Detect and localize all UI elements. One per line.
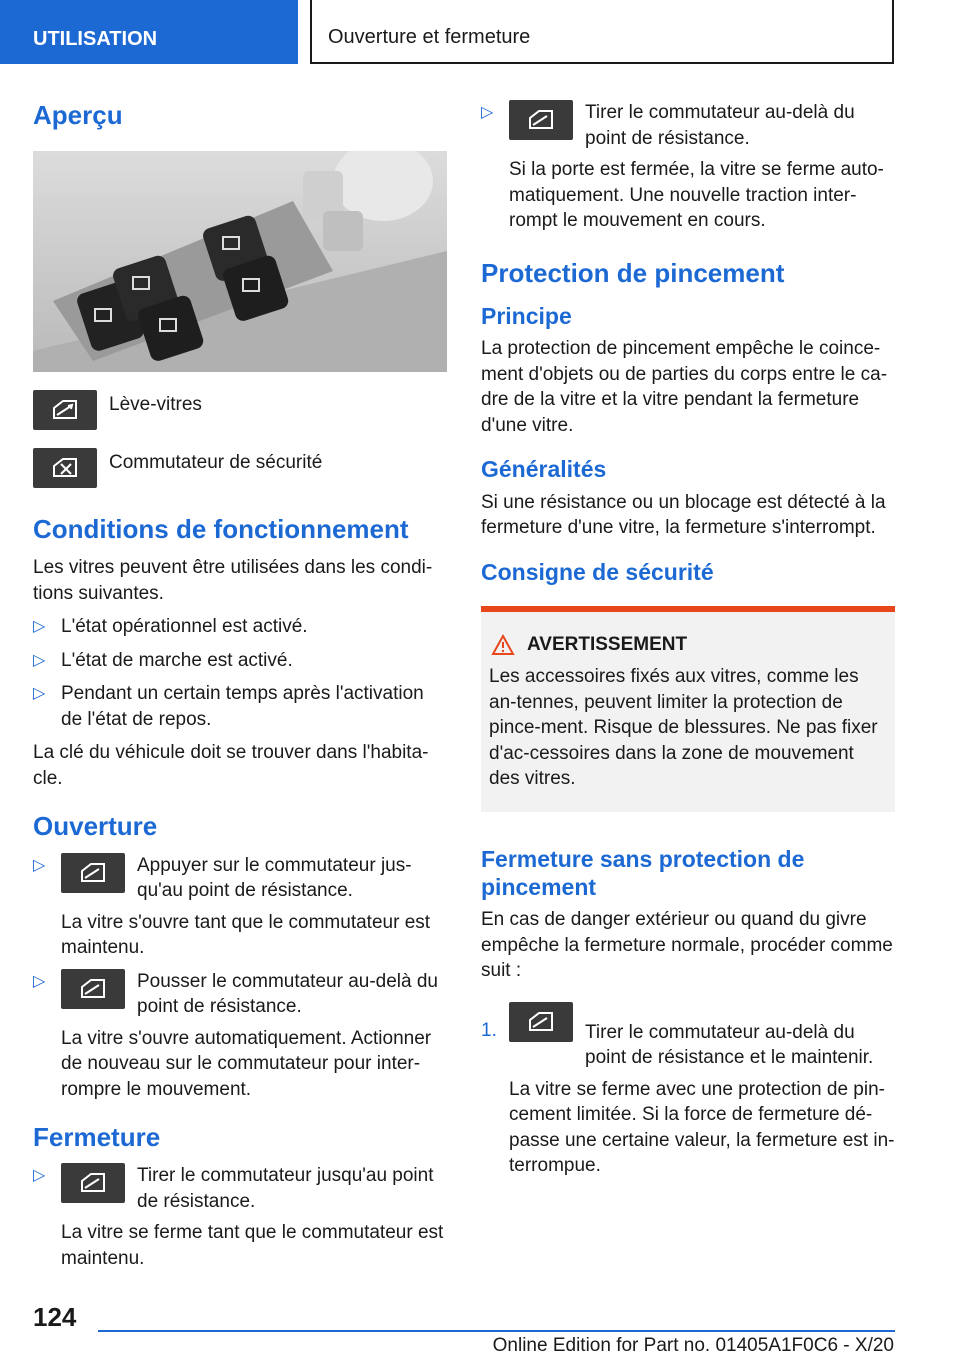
window-lift-switch-icon <box>509 1002 573 1042</box>
overview-heading: Aperçu <box>33 100 123 130</box>
left-column <box>33 100 447 1279</box>
section-title: UTILISATION <box>33 28 158 50</box>
door-panel-illustration <box>33 151 447 372</box>
list-item: ▷ Pousser le commutateur au-delà du point de résistance. La vitre s'ouvre automatiquement. Actionner de nouveau sur le commutateur pour inter-rompre le mouvement. <box>33 969 447 1103</box>
step-result: La vitre s'ouvre tant que le commutateur est maintenu. <box>61 911 431 959</box>
window-lift-switch-icon <box>33 390 97 430</box>
general-text: Si une résistance ou un blocage est détecté à la fermeture d'une vitre, la fermeture s'interrompt. <box>481 491 886 539</box>
opening-steps <box>33 853 447 1103</box>
chapter-title: Ouverture et fermeture <box>328 26 531 48</box>
footer-divider <box>98 1330 895 1332</box>
triangle-bullet-icon: ▷ <box>33 972 46 990</box>
list-item: ▷ Tirer le commutateur au-delà du point de résistance. Si la porte est fermée, la vitre se ferme auto-matiquement. Une nouvelle traction inter-rompt le mouvement en cours. <box>481 100 895 234</box>
nopinch-intro: En cas de danger extérieur ou quand du givre empêche la fermeture normale, procéder comme suit : <box>481 909 893 982</box>
right-column <box>481 100 895 1179</box>
window-lift-switch-icon <box>61 969 125 1009</box>
step-result: La vitre se ferme avec une protection de pin-cement limitée. Si la force de fermeture dé-passe une certaine valeur, la fermeture est in-terrompue. <box>509 1078 895 1177</box>
conditions-list <box>33 614 447 732</box>
numbered-step: 1. Tirer le commutateur au-delà du point de résistance et le maintenir. La vitre se ferme avec une protection de pin-cement limitée. Si la force de fermeture dé-passe une certaine valeur, la fermeture est in-terrompue. <box>481 1002 895 1179</box>
triangle-bullet-icon: ▷ <box>33 685 46 703</box>
triangle-bullet-icon: ▷ <box>33 856 46 874</box>
principle-text: La protection de pincement empêche le coince-ment d'objets ou de parties du corps entre le ca-dre de la vitre et la vitre pendant la fermeture d'une vitre. <box>481 338 888 436</box>
conditions-note: La clé du véhicule doit se trouver dans l'habita-cle. <box>33 742 429 789</box>
list-item: ▷ L'état opérationnel est activé. <box>33 614 447 640</box>
legend-label: Lève-vitres <box>109 394 202 416</box>
legend-safety-switch <box>33 448 447 488</box>
safety-heading: Consigne de sécurité <box>481 558 714 585</box>
triangle-bullet-icon: ▷ <box>481 104 494 121</box>
legend-label: Commutateur de sécurité <box>109 452 323 474</box>
pinch-heading: Protection de pincement <box>481 257 785 288</box>
warning-text: Les accessoires fixés aux vitres, comme les an-tennes, peuvent limiter la protection de pince-ment. Risque de blessures. Ne pas fixer d'ac-cessoires dans la zone de mouvement des vitres. <box>489 666 878 790</box>
conditions-intro: Les vitres peuvent être utilisées dans les condi-tions suivantes. <box>33 557 433 604</box>
nopinch-heading: Fermeture sans protection de pincement <box>481 845 805 900</box>
opening-heading: Ouverture <box>33 811 158 842</box>
step-number: 1. <box>481 1019 497 1041</box>
step-result: La vitre se ferme tant que le commutateur est maintenu. <box>61 1222 444 1269</box>
warning-triangle-icon <box>491 634 515 656</box>
closing-heading: Fermeture <box>33 1122 161 1153</box>
section-tab <box>0 0 298 64</box>
window-lift-switch-icon <box>61 1163 125 1203</box>
window-lift-switch-icon <box>509 100 573 140</box>
list-item: ▷ Appuyer sur le commutateur jus-qu'au point de résistance. La vitre s'ouvre tant que le commutateur est maintenu. <box>33 853 447 961</box>
list-item: ▷ Tirer le commutateur jusqu'au point de résistance. La vitre se ferme tant que le commutateur est maintenu. <box>33 1163 447 1271</box>
triangle-bullet-icon: ▷ <box>33 1167 46 1185</box>
legend-window-lift <box>33 390 447 430</box>
page-number: 124 <box>33 1302 77 1332</box>
step-result: Si la porte est fermée, la vitre se ferme auto-matiquement. Une nouvelle traction inter-rompt le mouvement en cours. <box>509 159 884 231</box>
triangle-bullet-icon: ▷ <box>33 618 46 636</box>
list-item: ▷ L'état de marche est activé. <box>33 648 447 674</box>
warning-label: AVERTISSEMENT <box>527 634 688 656</box>
warning-box <box>481 606 895 812</box>
general-heading: Généralités <box>481 456 607 483</box>
triangle-bullet-icon: ▷ <box>33 651 46 669</box>
step-result: La vitre s'ouvre automatiquement. Actionner de nouveau sur le commutateur pour inter-rompre le mouvement. <box>61 1027 432 1100</box>
window-lift-switch-icon <box>61 853 125 893</box>
closing-steps-continued <box>481 100 895 234</box>
conditions-heading: Conditions de fonctionnement <box>33 514 409 545</box>
edition-note: Online Edition for Part no. 01405A1F0C6 - X/20 <box>492 1335 894 1356</box>
safety-switch-icon <box>33 448 97 488</box>
list-item: ▷ Pendant un certain temps après l'activation de l'état de repos. <box>33 683 424 730</box>
chapter-tab <box>310 0 894 64</box>
door-switch-photo <box>33 151 447 372</box>
principle-heading: Principe <box>481 302 572 329</box>
closing-steps <box>33 1163 447 1271</box>
